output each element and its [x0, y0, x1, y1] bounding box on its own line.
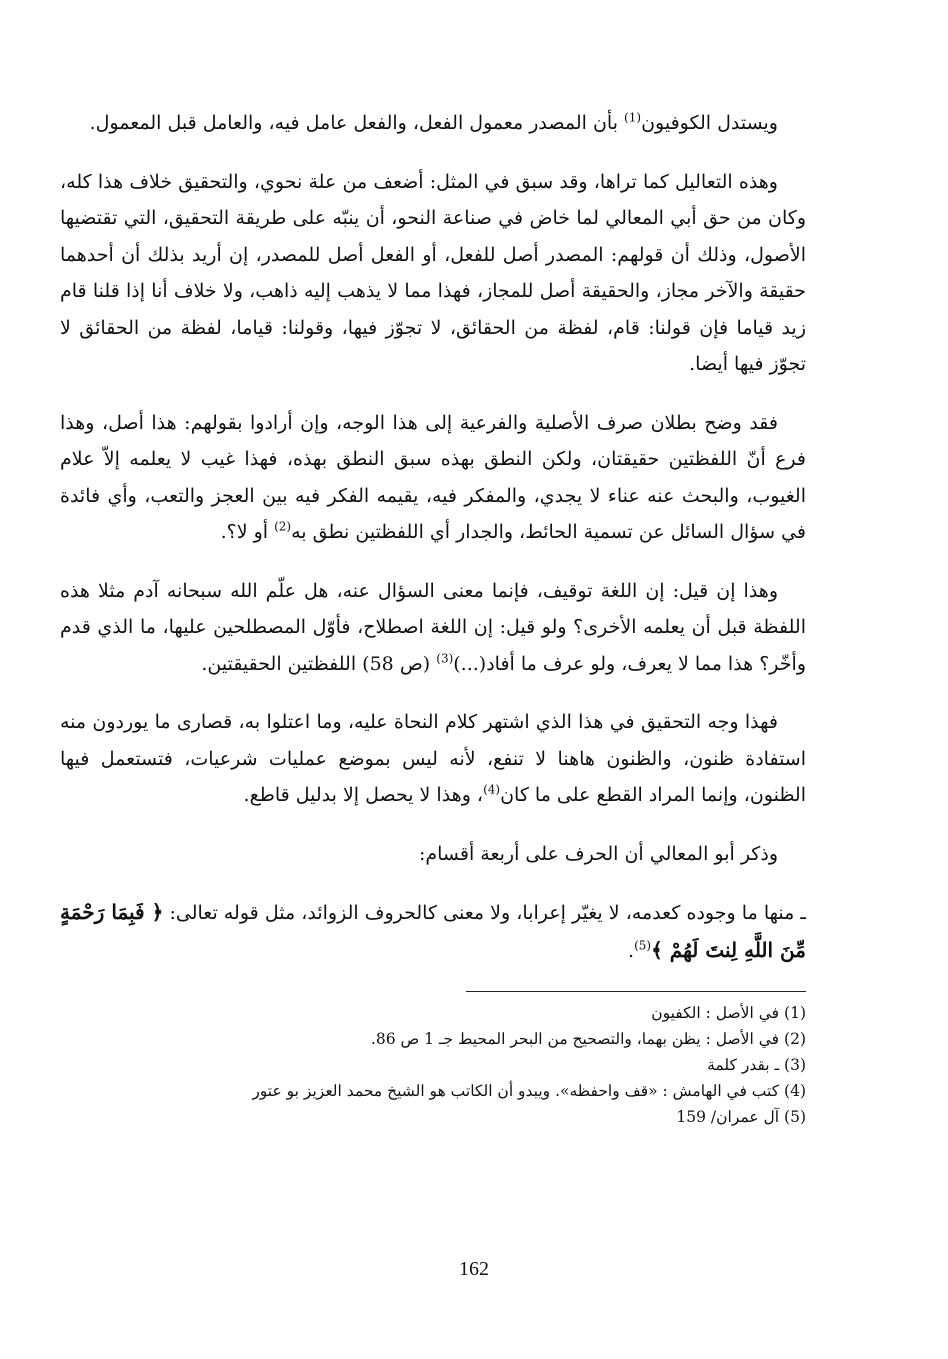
paragraph [60, 836, 806, 873]
paragraph-text: ويستدل الكوفيون [641, 112, 778, 134]
page-number: 162 [459, 1258, 489, 1280]
paragraph-text: ـ منها ما وجوده كعدمه، لا يغيّر إعرابا، ولا معنى كالحروف الزوائد، مثل قوله تعالى: [163, 902, 806, 924]
quran-quote: ﴿ فَبِمَا رَحْمَةٍ مِّنَ اللَّهِ لِنتَ لَهُمْ ﴾ [60, 900, 806, 962]
footnote-1: (1) في الأصل : الكفيون [651, 1004, 806, 1022]
main-text [60, 105, 806, 969]
paragraph-text: أو لا؟. [220, 521, 275, 543]
footnote-marker: (4) [483, 782, 501, 797]
paragraph-text: . [628, 939, 635, 962]
paragraph [60, 573, 806, 683]
paragraph-text: فهذا وجه التحقيق في هذا الذي اشتهر كلام النحاة عليه، وما اعتلوا به، قصارى ما يوردون منه استفادة ظنون، والظنون هاهنا لا تنفع، لأنه ليس بموضع عمليات شرعيات، فتستعمل فيها الظنون، وإنما المراد القطع على ما كان [60, 711, 806, 806]
page-body [60, 105, 806, 1130]
paragraph-text: وهذا إن قيل: إن اللغة توقيف، فإنما معنى السؤال عنه، هل علّم الله سبحانه آدم مثلا هذه اللفظة قبل أن يعلمه الأخرى؟ ولو قيل: إن اللغة اصطلاح، فأوّل المصطلحين عليها، ما الذي قدم وأخّر؟ هذا مما لا يعرف، ولو عرف ما أفاد(...) [60, 579, 806, 675]
paragraph-text: ، وهذا لا يحصل إلا بدليل قاطع. [243, 784, 484, 806]
footnote-3: (3) ـ بقدر كلمة [707, 1056, 806, 1074]
paragraph-text: وهذه التعاليل كما تراها، وقد سبق في المثل: أضعف من علة نحوي، والتحقيق خلاف هذا كله، وكان من حق أبي المعالي لما خاض في صناعة النحو، أن ينبّه على طريقة التحقيق، التي تقتضيها الأصول، وذلك أن قولهم: المصدر أصل للفعل، أو الفعل أصل للمصدر، إن أريد بذلك أن أحدهما حقيقة والآخر مجاز، والحقيقة أصل للمجاز، فهذا مما لا يذهب إليه ذاهب، ولا خلاف أنا إذا قلنا قام زيد قياما فإن قولنا: قام، لفظة من الحقائق، لا تجوّز فيها، وقولنا: قياما، لفظة من الحقائق لا تجوّز فيها أيضا. [60, 170, 806, 375]
footnote-4: (4) كتب في الهامش : «قف واحفظه». ويبدو أن الكاتب هو الشيخ محمد العزيز بو عتور [252, 1082, 806, 1100]
footnote-marker: (1) [624, 110, 642, 125]
paragraph [60, 164, 806, 383]
paragraph-text: فقد وضح بطلان صرف الأصلية والفرعية إلى هذا الوجه، وإن أرادوا بقولهم: هذا أصل، وهذا فرع أنّ اللفظتين حقيقتان، ولكن النطق بهذه سبق النطق بهذه، فهذا غيب لا يعلمه إلاّ علام الغيوب، والبحث عنه عناء لا يجدي، والمفكر فيه، يقيمه الفكر فيه بين العجز والتعب، وأي فائدة في سؤال السائل عن تسمية الحائط، والجدار أي اللفظتين نطق به [60, 411, 806, 543]
footnote-marker: (5) [634, 938, 652, 953]
paragraph [60, 894, 806, 969]
footnotes [60, 1000, 806, 1130]
footnote-5: (5) آل عمران/ 159 [676, 1108, 806, 1126]
footnote-marker: (2) [274, 519, 292, 534]
paragraph [60, 105, 806, 142]
footnote-2: (2) في الأصل : يظن بهما، والتصحيح من البحر المحيط جـ 1 ص 86. [370, 1030, 806, 1048]
paragraph [60, 405, 806, 551]
paragraph-text: وذكر أبو المعالي أن الحرف على أربعة أقسام: [418, 842, 778, 865]
paragraph-text: بأن المصدر معمول الفعل، والفعل عامل فيه، والعامل قبل المعمول. [89, 112, 625, 134]
footnote-separator [466, 991, 806, 992]
paragraph [60, 704, 806, 814]
footnote-marker: (3) [436, 651, 454, 666]
paragraph-text: (ص 58) اللفظتين الحقيقتين. [201, 652, 437, 675]
